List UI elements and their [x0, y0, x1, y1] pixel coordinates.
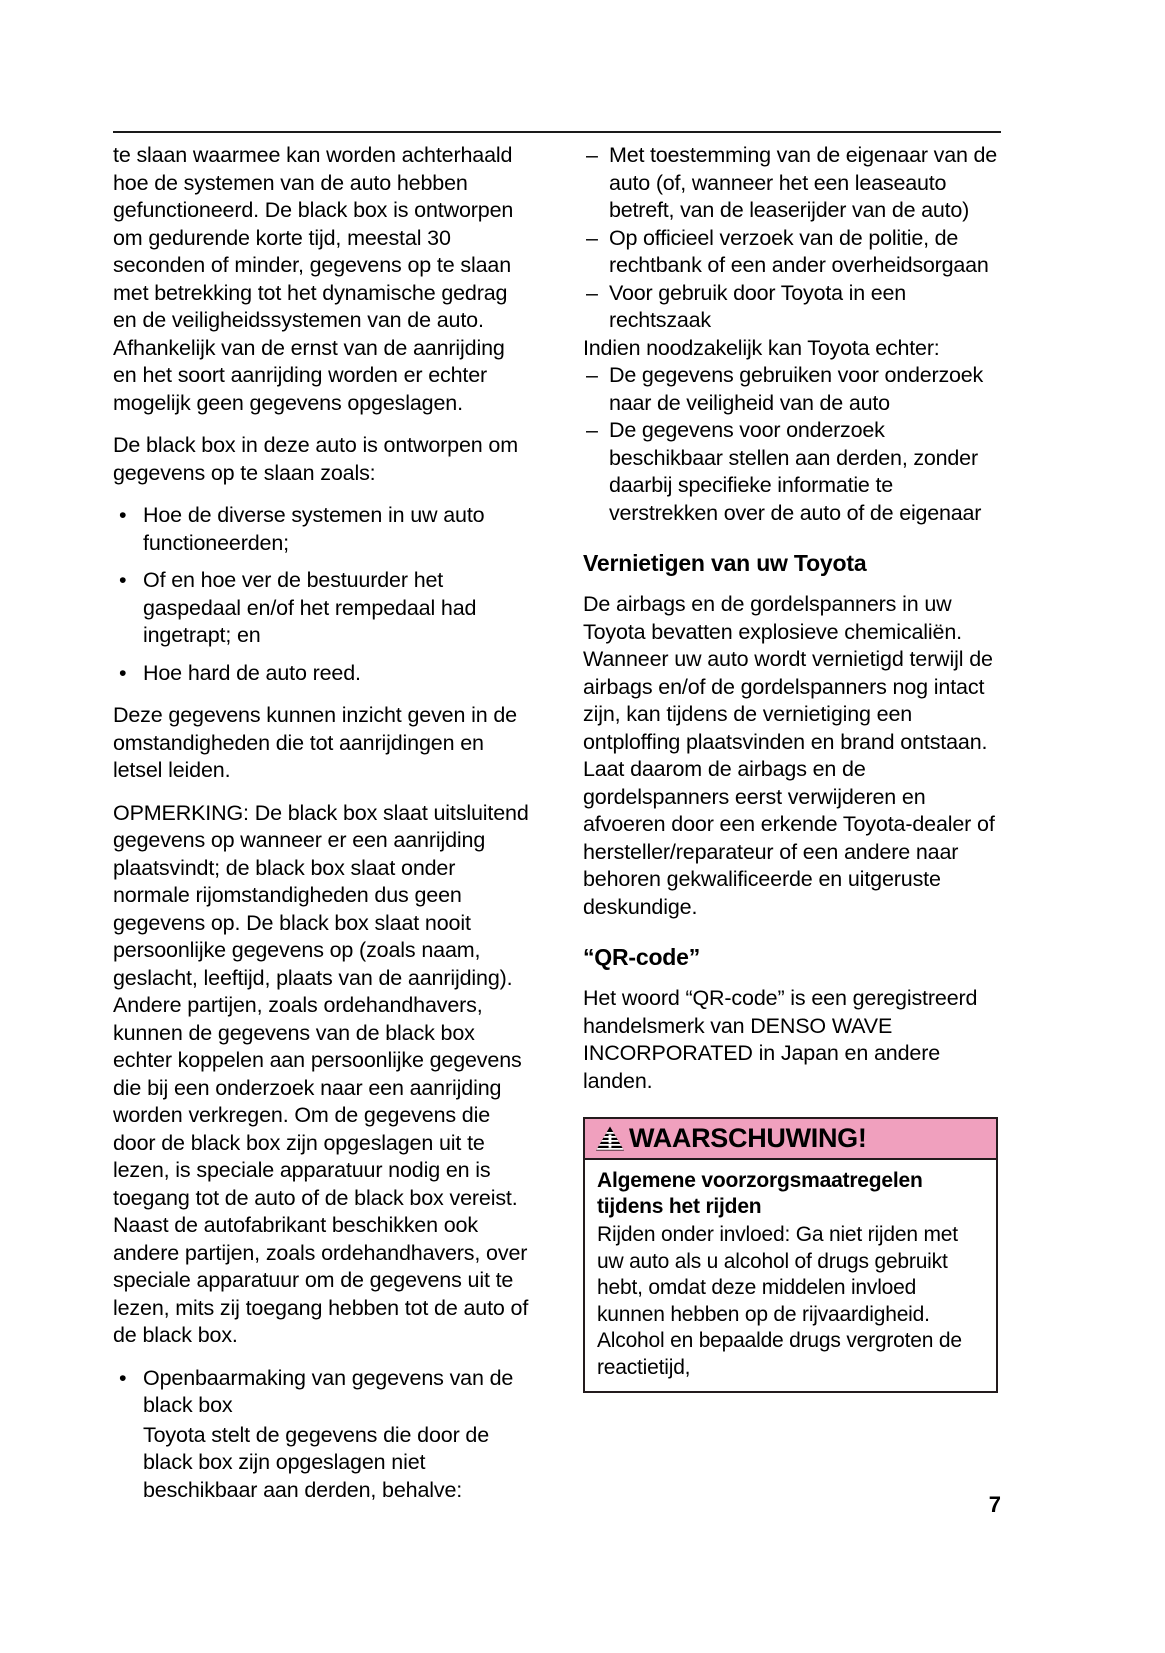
list-item-label: Hoe de diverse systemen in uw auto functioneerden;: [143, 503, 485, 555]
list-item: [113, 567, 533, 650]
warning-box-body: [585, 1160, 996, 1391]
list-item: [583, 142, 998, 225]
warning-triangle-icon: [595, 1125, 625, 1152]
warning-box-text: Rijden onder invloed: Ga niet rijden met uw auto als u alcohol of drugs gebruikt hebt, omdat deze middelen invloed kunnen hebben op de rijvaardigheid. Alcohol en bepaalde drugs vergroten de reactietijd,: [597, 1223, 962, 1379]
paragraph-opmerking: OPMERKING: De black box slaat uitsluitend gegevens op wanneer er een aanrijding plaatsvindt; de black box slaat onder normale rijomstandigheden dus geen gegevens op. De black box slaat nooit persoonlijke gegevens op (zoals naam, geslacht, leeftijd, plaats van de aanrijding). Andere partijen, zoals ordehandhavers, kunnen de gegevens van de black box echter koppelen aan persoonlijke gegevens die bij een onderzoek naar een aanrijding worden verkregen. Om de gegevens die door de black box zijn opgeslagen uit te lezen, is speciale apparatuur nodig en is toegang tot de auto of de black box vereist. Naast de autofabrikant beschikken ook andere partijen, zoals ordehandhavers, over speciale apparatuur om de gegevens uit te lezen, mits zij toegang hebben tot de auto of de black box.: [113, 800, 529, 1347]
list-item-label: De gegevens gebruiken voor onderzoek naar de veiligheid van de auto: [609, 363, 984, 415]
list-item-label: Voor gebruik door Toyota in een rechtszaak: [609, 280, 907, 332]
paragraph-insight: Deze gegevens kunnen inzicht geven in de omstandigheden die tot aanrijdingen en letsel leiden.: [113, 703, 517, 782]
dash-list-exceptions: [583, 142, 998, 335]
paragraph-airbags: De airbags en de gordelspanners in uw Toyota bevatten explosieve chemicaliën. Wanneer uw auto wordt vernietigd terwijl de airbags en/of de gordelspanners nog intact zijn, kan tijdens de vernietiging een ontploffing plaatsvinden en brand ontstaan. Laat daarom de airbags en de gordelspanners eerst verwijderen en afvoeren door een erkende Toyota-dealer of hersteller/reparateur of een andere naar behoren gekwalificeerde en uitgeruste deskundige.: [583, 592, 995, 919]
list-item-label: De gegevens voor onderzoek beschikbaar stellen aan derden, zonder daarbij specifieke informatie te verstrekken over de auto of de eigenaar: [609, 418, 982, 525]
paragraph-continuation: te slaan waarmee kan worden achterhaald hoe de systemen van de auto hebben gefunctioneerd. De black box is ontworpen om gedurende korte tijd, meestal 30 seconden of minder, gegevens op te slaan met betrekking tot het dynamische gedrag en de veiligheidssystemen van de auto. Afhankelijk van de ernst van de aanrijding en het soort aanrijding worden er echter mogelijk geen gegevens opgeslagen.: [113, 143, 514, 415]
dash-marker-icon: –: [586, 143, 598, 167]
list-item-label: Openbaarmaking van gegevens van de black box: [143, 1365, 514, 1417]
list-item: [113, 660, 533, 688]
lead-in-text: Indien noodzakelijk kan Toyota echter:: [583, 335, 940, 360]
paragraph-qr-code: Het woord “QR-code” is een geregistreerd handelsmerk van DENSO WAVE INCORPORATED in Japan en andere landen.: [583, 986, 978, 1093]
list-item: [583, 417, 998, 527]
warning-box-subtitle: Algemene voorzorgsmaatregelen tijdens het rijden: [597, 1169, 923, 1218]
bullet-list-stored-data: [113, 502, 533, 687]
list-item: [583, 225, 998, 280]
two-column-body: [113, 142, 1003, 1519]
header-rule: [113, 131, 1001, 133]
right-column: [583, 142, 998, 1519]
warning-box-title: WAARSCHUWING!: [629, 1123, 867, 1153]
bullet-marker-icon: •: [119, 660, 127, 685]
left-column: [113, 142, 533, 1519]
list-item-body: Toyota stelt de gegevens die door de black box zijn opgeslagen niet beschikbaar aan derden, behalve:: [143, 1422, 490, 1502]
dash-marker-icon: –: [586, 418, 598, 442]
warning-box: [583, 1117, 998, 1393]
list-item-label: Op officieel verzoek van de politie, de rechtbank of een ander overheidsorgaan: [609, 225, 989, 277]
list-item: [113, 502, 533, 557]
page-number: 7: [988, 1492, 1001, 1517]
list-item: [583, 362, 998, 417]
bullet-marker-icon: •: [119, 568, 127, 592]
paragraph-blackbox-intro: De black box in deze auto is ontworpen om gegevens op te slaan zoals:: [113, 433, 518, 485]
list-item: [113, 1365, 533, 1505]
dash-list-toyota-uses: [583, 362, 998, 527]
dash-marker-icon: –: [586, 225, 598, 250]
list-item: [583, 280, 998, 335]
section-heading-qr-code: “QR-code”: [583, 944, 701, 970]
bullet-list-disclosure: [113, 1365, 533, 1505]
list-item-label: Hoe hard de auto reed.: [143, 660, 361, 685]
warning-box-header: [585, 1119, 996, 1160]
dash-marker-icon: –: [586, 280, 598, 305]
list-item-label: Of en hoe ver de bestuurder het gaspedaal en/of het rempedaal had ingetrapt; en: [143, 568, 477, 647]
bullet-marker-icon: •: [119, 503, 127, 527]
section-heading-vernietigen: Vernietigen van uw Toyota: [583, 550, 867, 576]
bullet-marker-icon: •: [119, 1365, 127, 1390]
list-item-label: Met toestemming van de eigenaar van de auto (of, wanneer het een leaseauto betreft, van de leaserijder van de auto): [609, 143, 997, 222]
dash-marker-icon: –: [586, 363, 598, 387]
